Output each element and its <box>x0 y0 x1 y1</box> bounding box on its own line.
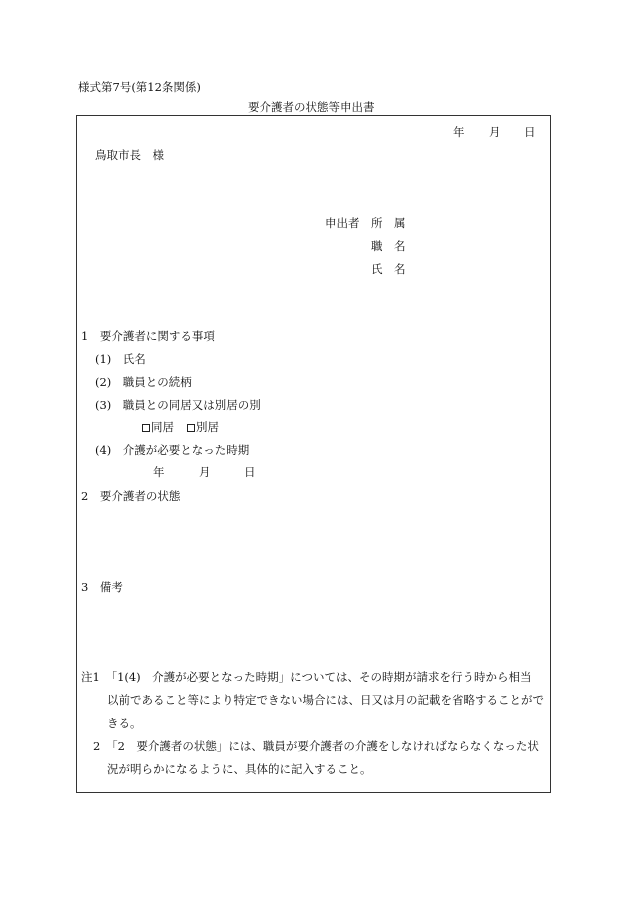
section1-item-care-start: (4) 介護が必要となった時期 <box>95 443 250 457</box>
checkbox-separate-label: 別居 <box>196 420 219 434</box>
applicant-affiliation-label: 所 属 <box>371 216 406 230</box>
document-title: 要介護者の状態等申出書 <box>248 100 375 114</box>
section1-item-residence: (3) 職員との同居又は別居の別 <box>95 398 261 412</box>
care-start-day-label: 日 <box>244 465 256 479</box>
checkbox-separate-option[interactable] <box>187 420 219 434</box>
form-number: 様式第7号(第12条関係) <box>78 80 201 94</box>
note1-line3: きる。 <box>107 716 142 730</box>
note1-line2: 以前であること等により特定できない場合には、日又は月の記載を省略することがで <box>107 693 544 707</box>
checkbox-cohabit-option[interactable] <box>142 420 174 434</box>
checkbox-separate[interactable] <box>187 424 195 432</box>
care-start-year-label: 年 <box>153 465 165 479</box>
checkbox-cohabit-label: 同居 <box>151 420 174 434</box>
applicant-name-label: 氏 名 <box>371 262 406 276</box>
section1-item-relationship: (2) 職員との続柄 <box>95 375 192 389</box>
note2-line2: 況が明らかになるように、具体的に記入すること。 <box>107 762 372 776</box>
applicant-label: 申出者 <box>325 216 360 230</box>
applicant-position-label: 職 名 <box>371 239 406 253</box>
addressee: 鳥取市長 様 <box>95 148 164 162</box>
section3-heading: 3 備考 <box>81 580 123 594</box>
section1-item-name: (1) 氏名 <box>95 352 146 366</box>
date-month-label: 月 <box>489 125 501 139</box>
section1-heading: 1 要介護者に関する事項 <box>81 329 215 343</box>
note1-line1: 注1 「1(4) 介護が必要となった時期」については、その時期が請求を行う時から相当 <box>81 670 532 684</box>
care-start-month-label: 月 <box>199 465 211 479</box>
date-day-label: 日 <box>524 125 536 139</box>
date-year-label: 年 <box>453 125 465 139</box>
checkbox-cohabit[interactable] <box>142 424 150 432</box>
note2-line1: 2 「2 要介護者の状態」には、職員が要介護者の介護をしなければならなくなった状 <box>93 739 539 753</box>
section2-heading: 2 要介護者の状態 <box>81 489 181 503</box>
